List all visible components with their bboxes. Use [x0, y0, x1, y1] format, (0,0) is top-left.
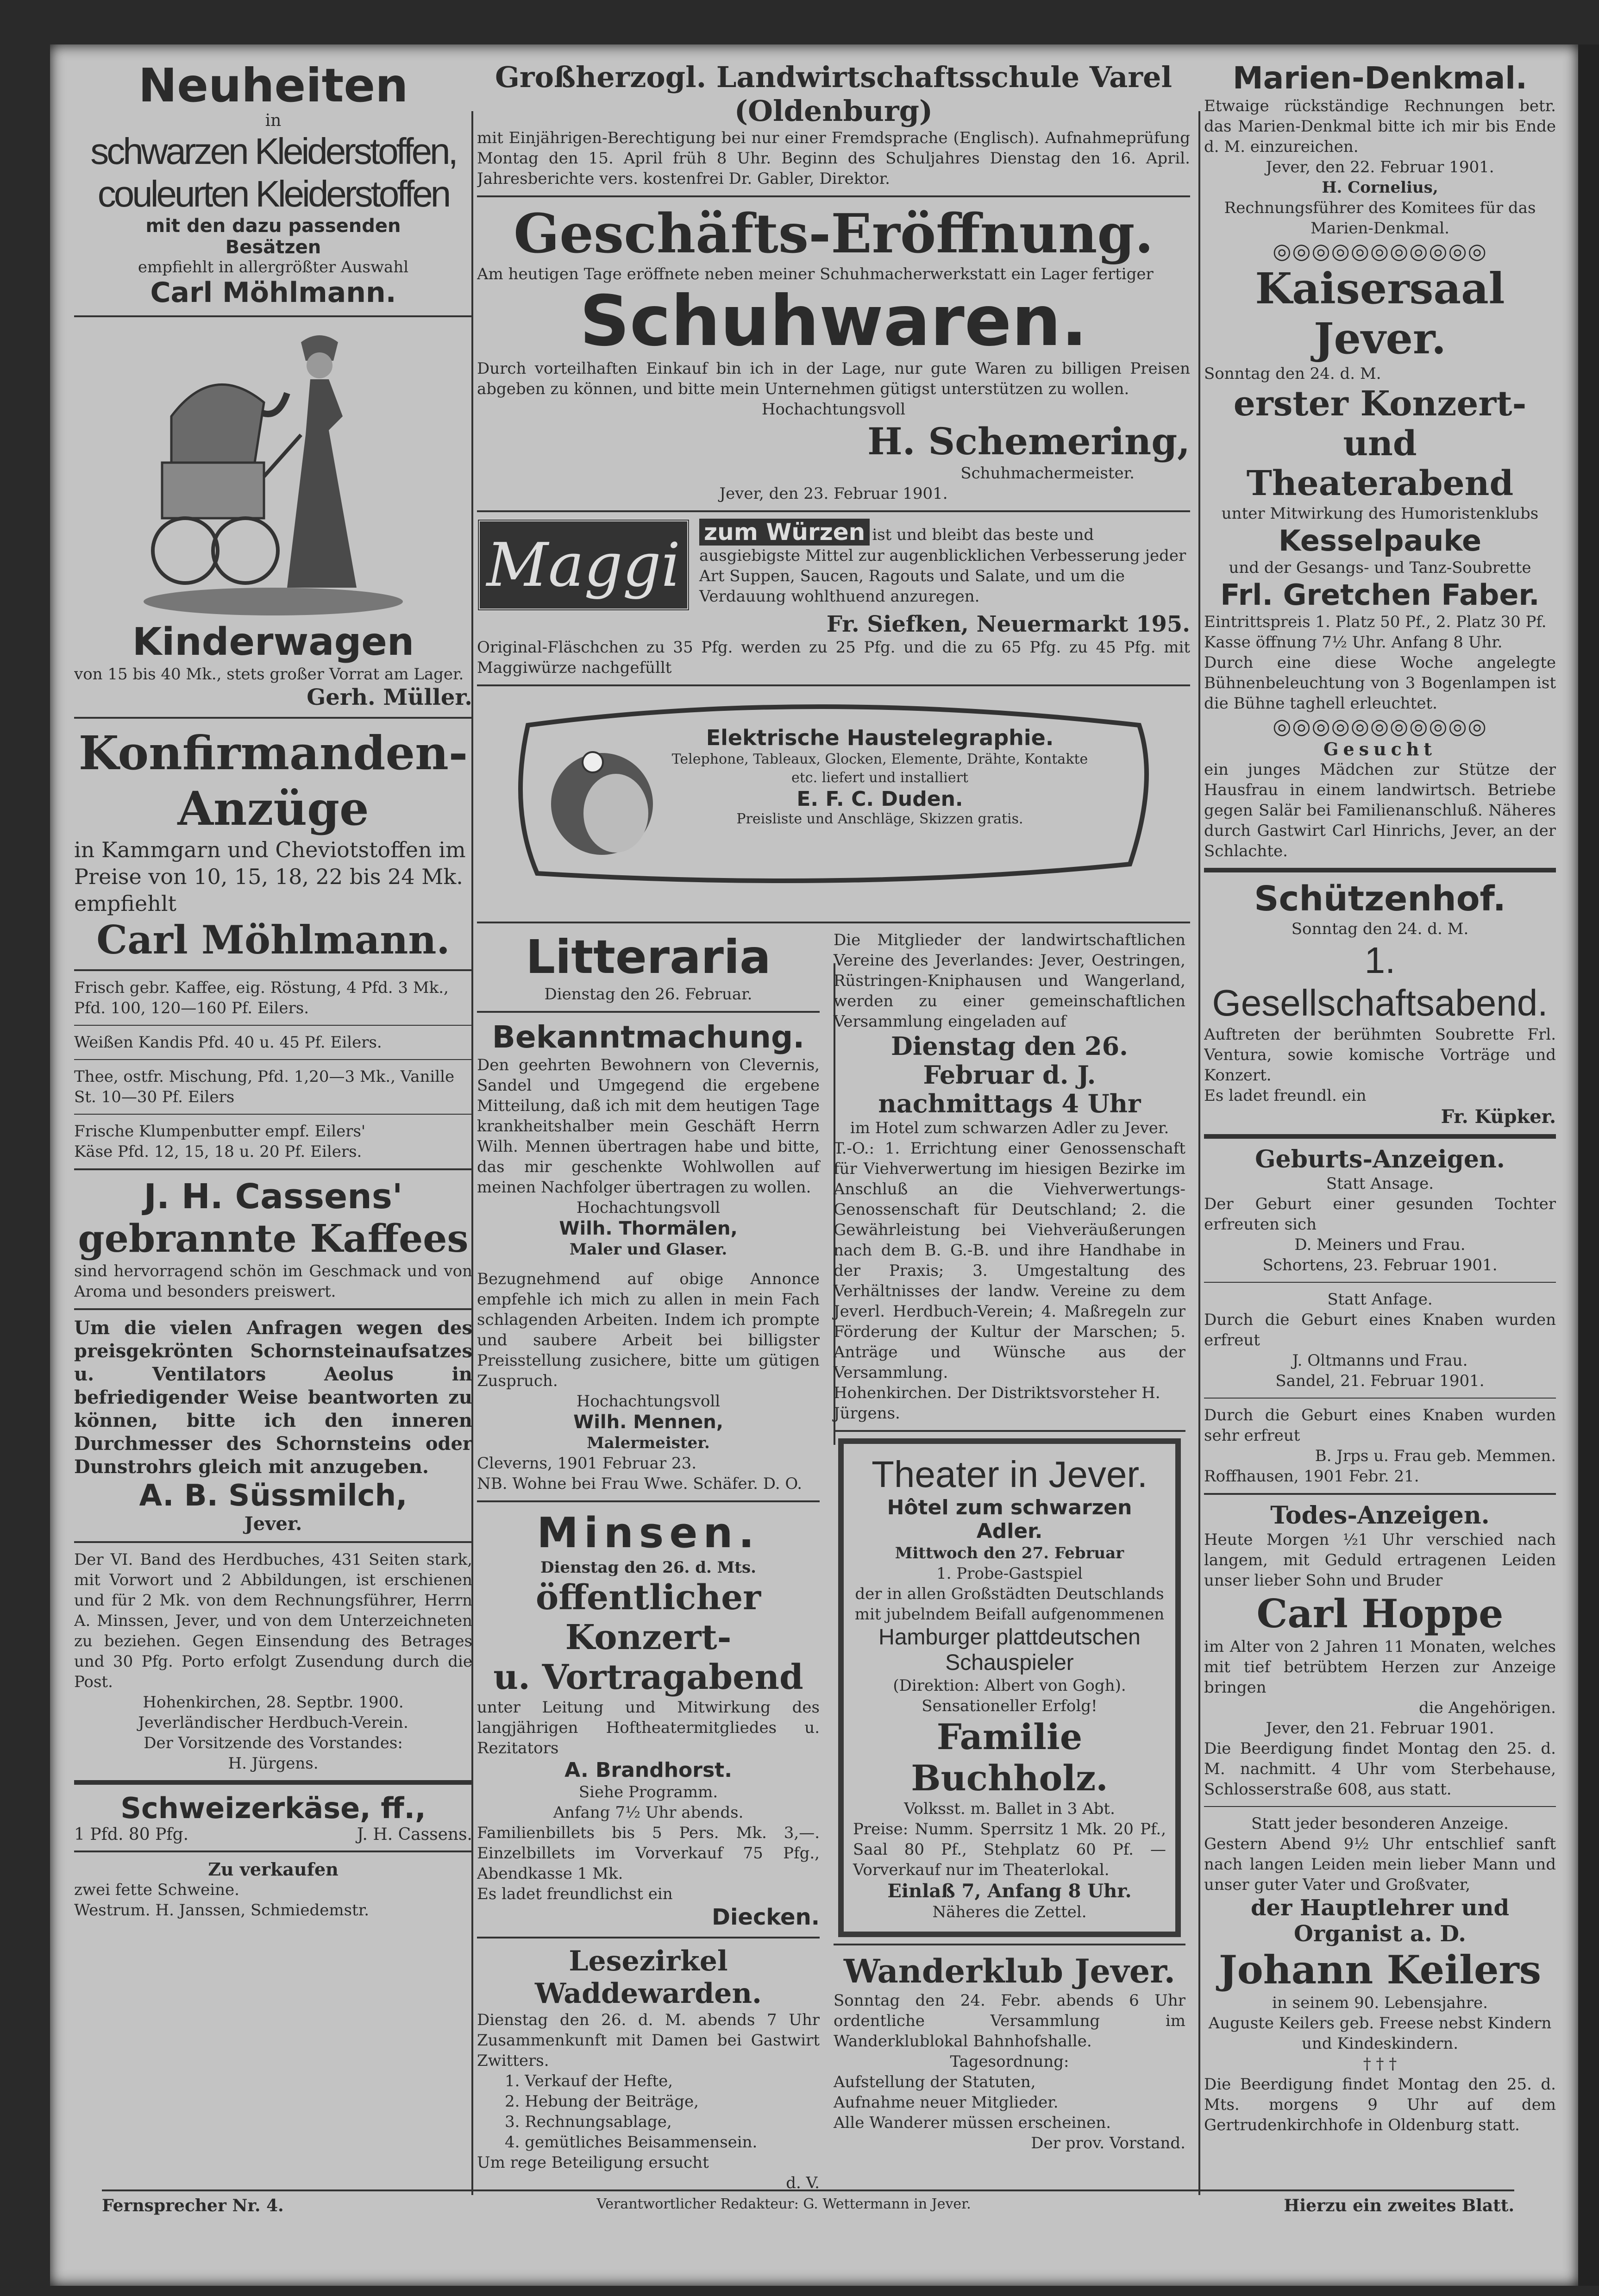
ad-date: Sandel, 21. Februar 1901.: [1275, 1372, 1485, 1390]
ad-date: Roffhausen, 1901 Febr. 21.: [1204, 1467, 1419, 1486]
divider: [477, 1937, 820, 1938]
divider: [74, 717, 472, 719]
ad-name: Frl. Gretchen Faber.: [1220, 578, 1540, 612]
divider: [74, 1308, 472, 1310]
ad-date: Sonntag den 24. d. M.: [1204, 364, 1381, 383]
list-item: Frische Klumpenbutter empf. Eilers': [74, 1122, 366, 1141]
divider: [74, 1168, 472, 1170]
ad-text: Der Vorsitzende des Vorstandes:: [144, 1734, 403, 1752]
ad-gesucht: [1204, 739, 1556, 861]
list-item: Frisch gebr. Kaffee, eig. Röstung, 4 Pfd. 3 Mk., Pfd. 100, 120—160 Pf. Eilers.: [74, 979, 449, 1017]
ad-cassens: [74, 1177, 472, 1302]
ad-text: empfiehlt in allergrößter Auswahl: [138, 258, 409, 276]
ad-title: Lesezirkel Waddewarden.: [535, 1945, 762, 2010]
ad-signature: Fr. Siefken, Neuermarkt 195.: [826, 611, 1190, 637]
ad-headline: Schuhwaren.: [579, 281, 1088, 362]
ad-verkaufen: [74, 1859, 472, 1920]
ad-text: in seinem 90. Lebensjahre.: [1272, 1994, 1488, 2012]
ad-signature: Carl Möhlmann.: [150, 276, 396, 309]
ad-text: NB. Wohne bei Frau Wwe. Schäfer. D. O.: [477, 1474, 803, 1493]
ad-tod: [1204, 1501, 1556, 2135]
ad-text: sind hervorragend schön im Geschmack und von Aroma und besonders preiswert.: [74, 1262, 472, 1301]
ad-signature: Carl Möhlmann.: [96, 917, 450, 963]
ad-text: ist und bleibt das beste und ausgiebigste Mittel zur augenblicklichen Verbesserung jeder Art Suppen, Saucen, Ragouts und Salate, und um die Verdauung wohlthuend anzuregen.: [699, 526, 1186, 606]
footer-note: Hierzu ein zweites Blatt.: [1284, 2196, 1514, 2215]
cross-icon: † † †: [1363, 2055, 1397, 2073]
list-item: 1. Verkauf der Hefte,: [505, 2072, 673, 2090]
ad-title: Kinderwagen: [132, 620, 414, 664]
ad-text: Die Beerdigung findet Montag den 25. d. Mts. morgens 9 Uhr auf dem Gertrudenkirchhofe in Oldenburg statt.: [1204, 2075, 1556, 2134]
ad-text: Den geehrten Bewohnern von Clevernis, Sandel und Umgegend die ergebene Mitteilung, daß ich mit dem heutigen Tage krankheitshalber mein Geschäft Herrn Wilh. Mennen übertragen habe und bitte, das mir geschenkte Wohlwollen auf meinen Nachfolger übertragen zu wollen.: [477, 1056, 820, 1197]
ad-text: Hochachtungsvoll: [576, 1198, 721, 1217]
page-footer: [102, 2189, 1514, 2215]
list-item: 2. Hebung der Beiträge,: [505, 2092, 699, 2111]
ad-signature: Auguste Keilers geb. Freese nebst Kindern und Kindeskindern.: [1208, 2014, 1552, 2053]
ad-text: unter Mitwirkung des Humoristenklubs: [1221, 504, 1539, 523]
divider: [477, 195, 1190, 197]
ad-signature: Westrum. H. Janssen, Schmiedemstr.: [74, 1901, 370, 1920]
divider: [74, 1025, 472, 1026]
ad-text: Hôtel zum schwarzen Adler.: [887, 1496, 1132, 1543]
ad-signature: d. V.: [786, 2174, 820, 2190]
ad-text: Gestern Abend 9½ Uhr entschlief sanft nach langen Leiden mein lieber Mann und unser guter Vater und Großvater,: [1204, 1835, 1556, 1894]
divider: [74, 1059, 472, 1060]
ad-title: Großherzogl. Landwirtschaftsschule Varel (Oldenburg): [495, 60, 1173, 128]
ad-text: von 15 bis 40 Mk., stets großer Vorrat am Lager.: [74, 665, 464, 684]
list-item: Käse Pfd. 12, 15, 18 u. 20 Pf. Eilers.: [74, 1142, 362, 1161]
ad-title: Theater in Jever.: [872, 1454, 1148, 1495]
ad-text: Durch die Geburt eines Knaben wurden erfreut: [1204, 1311, 1556, 1349]
ad-text: der in allen Großstädten Deutschlands mit jubelndem Beifall aufgenommenen: [854, 1585, 1165, 1624]
ad-marien: [1204, 60, 1556, 238]
ad-date: Sonntag den 24. d. M.: [1291, 920, 1469, 938]
ad-duden: [477, 693, 1190, 915]
ad-headline: u. Vortragabend: [493, 1657, 803, 1697]
ad-text: 1. Probe-Gastspiel: [936, 1564, 1083, 1583]
ad-signature: H. Schemering,: [867, 420, 1190, 463]
ad-text: zwei fette Schweine.: [74, 1881, 239, 1899]
ad-name: A. Brandhorst.: [564, 1758, 732, 1782]
ad-headline: Familie Buchholz.: [911, 1716, 1108, 1799]
ad-name: J. Oltmanns und Frau.: [1292, 1351, 1468, 1370]
ad-text: in Kammgarn und Cheviotstoffen im Preise von 10, 15, 18, 22 bis 24 Mk. empfiehlt: [74, 837, 466, 916]
ad-role: Schuhmachermeister.: [960, 464, 1135, 483]
ad-title: Geschäfts-Eröffnung.: [514, 202, 1154, 265]
list-item: Aufstellung der Statuten,: [834, 2073, 1036, 2091]
ad-title: Geburts-Anzeigen.: [1255, 1145, 1505, 1173]
divider: [1204, 1398, 1556, 1399]
ad-signature: H. Cornelius,: [1322, 178, 1438, 197]
ad-text: Die Beerdigung findet Montag den 25. d. M. nachmitt. 4 Uhr vom Sterbehause, Schlosserstraße 608, aus statt.: [1204, 1739, 1556, 1799]
ad-text: Es ladet freundl. ein: [1204, 1086, 1367, 1105]
ad-signature: E. F. C. Duden.: [796, 787, 963, 811]
ad-neuheiten: [74, 60, 472, 309]
ad-text: Um rege Beteiligung ersucht: [477, 2153, 709, 2172]
ad-text: Die Mitglieder der landwirtschaftlichen Vereine des Jeverlandes: Jever, Oestringen, Rüstringen-Kniphausen und Wangerland, werden zu einer gemeinschaftlichen Versammlung eingeladen auf: [834, 931, 1185, 1031]
ad-signature: Der prov. Vorstand.: [1031, 2134, 1185, 2152]
ad-text: Familienbillets bis 5 Pers. Mk. 3,—. Einzelbillets im Vorverkauf 75 Pfg., Abendkasse 1 Mk.: [477, 1824, 820, 1883]
ad-maggi: [477, 519, 1190, 678]
ad-headline: erster Konzert-: [1233, 384, 1527, 424]
ad-title: Bekanntmachung.: [492, 1019, 805, 1055]
ad-title: gebrannte Kaffees: [78, 1217, 469, 1261]
ad-name: B. Jrps u. Frau geb. Memmen.: [1315, 1447, 1556, 1465]
ad-title: Minsen.: [537, 1509, 760, 1557]
ad-role: Malermeister.: [587, 1434, 710, 1452]
ad-role: der Hauptlehrer und Organist a. D.: [1250, 1895, 1510, 1947]
ad-schuetzenhof: [1204, 879, 1556, 1128]
ad-title: Anzüge: [177, 781, 369, 836]
ad-signature: Wilh. Thormälen,: [559, 1218, 738, 1239]
divider: [1204, 1806, 1556, 1807]
ad-name: Carl Hoppe: [1256, 1591, 1504, 1637]
list-item: Aufnahme neuer Mitglieder.: [834, 2093, 1059, 2112]
ad-text: couleurten Kleiderstoffen: [97, 173, 449, 214]
divider: [74, 1780, 472, 1785]
ad-title: Konfirmanden-: [78, 726, 468, 780]
ad-text: Anfang 7½ Uhr abends.: [553, 1803, 744, 1822]
divider: [834, 1430, 1185, 1432]
ad-date: Hohenkirchen, 28. Septbr. 1900.: [143, 1693, 404, 1712]
ad-title: Marien-Denkmal.: [1233, 60, 1527, 96]
ad-text: Bezugnehmend auf obige Annonce empfehle ich mich zu allen in mein Fach schlagenden Arbeiten. Indem ich prompte und saubere Arbeit bei billigster Preisstellung zusichere, bitte um gütigen Zuspruch.: [477, 1270, 820, 1390]
ad-kinderwagen: [74, 324, 472, 710]
ad-konfirmanden: [74, 725, 472, 963]
ad-text: Durch eine diese Woche angelegte Bühnenbeleuchtung von 3 Bogenlampen ist die Bühne taghell erleuchtet.: [1204, 653, 1556, 713]
ad-headline: öffentlicher Konzert-: [535, 1578, 761, 1657]
ad-text: im Alter von 2 Jahren 11 Monaten, welches mit tief betrübtem Herzen zur Anzeige bringen: [1204, 1637, 1556, 1697]
ad-date: Dienstag den 26. d. Mts.: [540, 1558, 756, 1577]
ad-text: Tagesordnung:: [950, 2052, 1069, 2071]
subcolumn-right: [834, 930, 1185, 2190]
ad-text: Eintrittspreis 1. Platz 50 Pf., 2. Platz 30 Pf.: [1204, 613, 1547, 631]
ad-title: Schweizerkäse, ff.,: [120, 1791, 426, 1825]
pram-illustration-icon: [134, 324, 412, 620]
ad-headline: und Theaterabend: [1246, 424, 1514, 503]
ad-place: Jever.: [244, 1513, 302, 1535]
ad-title: Zu verkaufen: [208, 1859, 339, 1880]
ad-text: Siehe Programm.: [578, 1783, 718, 1801]
list-item: Thee, ostfr. Mischung, Pfd. 1,20—3 Mk., Vanille St. 10—30 Pf. Eilers: [74, 1067, 455, 1106]
ad-text: Hochachtungsvoll: [576, 1392, 721, 1411]
ad-text: T.-O.: 1. Errichtung einer Genossenschaft für Viehverwertung im hiesigen Bezirke im Anschluß an die Viehverwertungs-Genossenschaft für Deutschland; 2. die Gewährleistung bei Viehveräußerungen nach dem B. G.-B. und ihre Handhabe in der Praxis; 3. Umgestaltung des Verhältnisses der landw. Vereine zu dem Jeverl. Herdbuch-Verein; 4. Maßregeln zur Förderung der Kultur der Marschen; 5. Anträge und Wünsche aus der Versammlung.: [834, 1139, 1185, 1382]
ad-signature: H. Jürgens.: [228, 1754, 319, 1773]
divider: [74, 1541, 472, 1543]
ad-title: Wanderklub Jever.: [843, 1952, 1176, 1990]
ad-role: Maler und Glaser.: [569, 1240, 727, 1259]
ad-text: (Direktion: Albert von Gogh).: [893, 1676, 1126, 1695]
ad-title: Kaisersaal Jever.: [1255, 263, 1505, 364]
ad-text: Durch vorteilhaften Einkauf bin ich in der Lage, nur gute Waren zu billigen Preisen abgeben zu können, und bitte mein Unternehmen gütigst unterstützen zu wollen.: [477, 359, 1190, 398]
ad-eilers: [74, 978, 472, 1162]
ad-text: Einlaß 7, Anfang 8 Uhr.: [887, 1880, 1132, 1902]
ad-title: Todes-Anzeigen.: [1270, 1501, 1490, 1530]
divider: [834, 1944, 1185, 1945]
ad-theater: [838, 1438, 1181, 1937]
ad-schweizerkaese: [74, 1791, 472, 1844]
ad-text: Sensationeller Erfolg!: [922, 1697, 1097, 1715]
ad-text: Hamburger plattdeutschen: [878, 1625, 1141, 1650]
divider: [477, 510, 1190, 512]
ad-name: Johann Keilers: [1218, 1947, 1542, 1993]
ad-date: Jever, den 23. Februar 1901.: [719, 484, 948, 503]
ad-text: Heute Morgen ½1 Uhr verschied nach langem, mit Geduld ertragenen Leiden unser lieber Sohn und Bruder: [1204, 1531, 1556, 1590]
ad-text: Statt Ansage.: [1326, 1174, 1434, 1193]
ad-date: Mittwoch den 27. Februar: [895, 1544, 1124, 1562]
ad-text: Näheres die Zettel.: [932, 1903, 1087, 1921]
ad-text: Am heutigen Tage eröffnete neben meiner Schuhmacherwerkstatt ein Lager fertiger: [477, 265, 1154, 283]
list-item: Weißen Kandis Pfd. 40 u. 45 Pf. Eilers.: [74, 1033, 382, 1052]
ad-text: Etwaige rückständige Rechnungen betr. das Marien-Denkmal bitte ich mir bis Ende d. M. einzureichen.: [1204, 97, 1556, 156]
ad-org: Jeverländischer Herdbuch-Verein.: [138, 1713, 408, 1732]
ad-title: Gesucht: [1323, 739, 1436, 759]
ad-date: Dienstag den 26. Februar d. J. nachmittags 4 Uhr: [878, 1031, 1141, 1118]
ad-text: Statt jeder besonderen Anzeige.: [1251, 1814, 1509, 1833]
ad-text: unter Leitung und Mitwirkung des langjährigen Hoftheatermitgliedes u. Rezitators: [477, 1698, 820, 1757]
ad-text: Alle Wanderer müssen erscheinen.: [834, 2114, 1111, 2132]
ornament-row: ◎◎◎◎◎◎◎◎◎◎◎: [1273, 238, 1487, 263]
ad-kaisersaal: [1204, 263, 1556, 714]
divider: [1204, 1493, 1556, 1495]
column-left: [74, 60, 472, 2190]
divider: [1204, 1134, 1556, 1139]
ad-text: ein junges Mädchen zur Stütze der Hausfrau in einem landwirtsch. Betriebe gegen Salär bei Familienanschluß. Näheres durch Gastwirt Carl Hinrichs, Jever, an der Schlachte.: [1204, 760, 1556, 860]
ad-schemering: [477, 204, 1190, 504]
ad-signature: die Angehörigen.: [1419, 1699, 1556, 1717]
ad-geburt: [1204, 1145, 1556, 1487]
ad-signature: A. B. Süssmilch,: [139, 1479, 408, 1513]
divider: [74, 315, 472, 317]
ad-text: schwarzen Kleiderstoffen,: [90, 131, 456, 172]
ad-text: Original-Fläschchen zu 35 Pfg. werden zu 25 Pfg. und die zu 65 Pfg. zu 45 Pfg. mit Maggiwürze nachgefüllt: [477, 638, 1190, 677]
ad-varel: [477, 60, 1190, 189]
ad-text: mit den dazu passenden: [145, 215, 401, 237]
ad-date: Jever, den 21. Februar 1901.: [1266, 1719, 1494, 1738]
ad-suessmilch: [74, 1317, 472, 1535]
ad-text: Um die vielen Anfragen wegen des preisgekrönten Schornsteinaufsatzes u. Ventilators Aeolus in befriedigender Weise beantworten zu können, bitte ich den inneren Durchmesser des Schornsteins oder Dunstrohrs gleich mit anzugeben.: [74, 1317, 472, 1478]
ad-signature: Wilh. Mennen,: [573, 1411, 723, 1433]
ad-title: J. H. Cassens': [144, 1177, 403, 1217]
ad-title: Schützenhof.: [1254, 879, 1506, 919]
divider: [477, 684, 1190, 686]
maggi-logo: Maggi: [477, 519, 690, 611]
ad-signature: Fr. Küpker.: [1441, 1106, 1556, 1128]
ad-text: Telephone, Tableaux, Glocken, Elemente, Drähte, Kontakte etc. liefert und installiert: [671, 751, 1088, 786]
ad-text: Besätzen: [225, 237, 321, 258]
ad-text: Der Geburt einer gesunden Tochter erfreuten sich: [1204, 1195, 1556, 1234]
ad-text: Statt Anfage.: [1327, 1290, 1433, 1309]
column-rule: [1198, 111, 1200, 2195]
column-middle: [477, 60, 1190, 2190]
ad-tag: zum Würzen: [699, 519, 870, 546]
ad-text: mit Einjährigen-Berechtigung bei nur einer Fremdsprache (Englisch). Aufnahmeprüfung Montag den 15. April früh 8 Uhr. Beginn des Schuljahres Dienstag den 16. April. Jahresberichte vers. kostenfrei Dr. Gabler, Direktor.: [477, 129, 1190, 188]
divider: [477, 922, 1190, 923]
divider: [74, 1114, 472, 1115]
ad-text: Durch die Geburt eines Knaben wurden sehr erfreut: [1204, 1406, 1556, 1445]
list-item: 3. Rechnungsablage,: [505, 2113, 672, 2131]
ad-text: Es ladet freundlichst ein: [477, 1885, 673, 1903]
ad-text: Der VI. Band des Herdbuches, 431 Seiten stark, mit Vorwort und 2 Abbildungen, ist erschienen und für 2 Mk. von dem Rechnungsführer, Herrn A. Minssen, Jever, und von dem Unterzeichneten zu beziehen. Gegen Einsendung des Betrages und 30 Pfg. Porto erfolgt Zusendung durch die Post.: [74, 1550, 472, 1691]
ad-headline: 1. Gesellschaftsabend.: [1212, 940, 1548, 1023]
ad-text: Dienstag den 26. d. M. abends 7 Uhr Zusammenkunft mit Damen bei Gastwirt Zwitters.: [477, 2011, 820, 2070]
ad-price: 1 Pfd. 80 Pfg.: [74, 1825, 189, 1844]
ad-text: Hochachtungsvoll: [761, 400, 906, 419]
divider: [74, 969, 472, 971]
ad-name: D. Meiners und Frau.: [1294, 1236, 1466, 1254]
footer-phone: Fernsprecher Nr. 4.: [102, 2196, 284, 2215]
ad-text: und der Gesangs- und Tanz-Soubrette: [1229, 558, 1531, 577]
ad-title: Elektrische Haustelegraphie.: [706, 725, 1054, 750]
ad-title: Neuheiten: [138, 60, 408, 113]
divider: [1204, 868, 1556, 872]
divider: [477, 1011, 820, 1013]
ad-text: Preisliste und Anschläge, Skizzen gratis.: [736, 811, 1023, 827]
ad-name: Kesselpauke: [1278, 524, 1482, 558]
ad-signature: J. H. Cassens.: [357, 1825, 472, 1844]
list-item: 4. gemütliches Beisammensein.: [505, 2133, 758, 2152]
footer-editor: Verantwortlicher Redakteur: G. Wettermann in Jever.: [596, 2196, 971, 2212]
ad-date: Schortens, 23. Februar 1901.: [1262, 1256, 1498, 1274]
ad-date: Cleverns, 1901 Februar 23.: [477, 1454, 697, 1473]
divider: [1204, 1282, 1556, 1283]
ad-role: Rechnungsführer des Komitees für das Marien-Denkmal.: [1224, 199, 1536, 238]
ad-text: Volksst. m. Ballet in 3 Abt.: [904, 1800, 1115, 1818]
ad-text: Schauspieler: [945, 1650, 1074, 1675]
ad-signature: Hohenkirchen. Der Distriktsvorsteher H. Jürgens.: [834, 1384, 1160, 1423]
subcolumn-left: [477, 930, 820, 2190]
ad-text: Auftreten der berühmten Soubrette Frl. Ventura, sowie komische Vorträge und Konzert.: [1204, 1025, 1556, 1085]
ad-date: Jever, den 22. Februar 1901.: [1266, 158, 1494, 176]
ornament-row: ◎◎◎◎◎◎◎◎◎◎◎: [1273, 714, 1487, 739]
ad-date: Dienstag den 26. Februar.: [544, 985, 752, 1004]
ad-text: in: [265, 111, 282, 130]
ad-place: im Hotel zum schwarzen Adler zu Jever.: [850, 1119, 1169, 1137]
ad-text: Sonntag den 24. Febr. abends 6 Uhr ordentliche Versammlung im Wanderklublokal Bahnhofshalle.: [834, 1991, 1185, 2051]
ad-text: Preise: Numm. Sperrsitz 1 Mk. 20 Pf., Saal 80 Pf., Stehplatz 60 Pf. — Vorverkauf nur im Theaterlokal.: [853, 1820, 1166, 1879]
ad-title: Litteraria: [526, 930, 771, 984]
divider: [74, 1851, 472, 1852]
ad-herdbuch: [74, 1549, 472, 1774]
ad-signature: Diecken.: [712, 1904, 820, 1930]
column-right: [1204, 60, 1556, 2190]
divider: [477, 1500, 820, 1502]
ad-signature: Gerh. Müller.: [307, 684, 472, 710]
ad-text: Kasse öffnung 7½ Uhr. Anfang 8 Uhr.: [1204, 633, 1503, 652]
